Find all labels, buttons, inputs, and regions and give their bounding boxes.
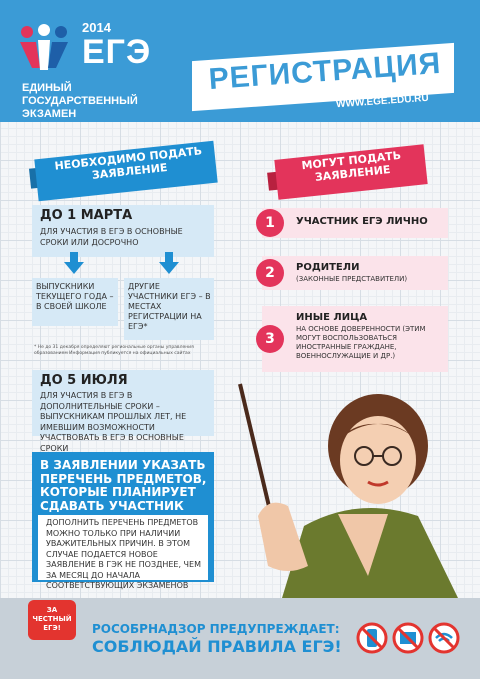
applicant-sub-2: (ЗАКОННЫЕ ПРЕДСТАВИТЕЛИ) [296, 275, 408, 283]
deadline1-title: ДО 1 МАРТА [40, 208, 133, 223]
footer-warning: РОСОБРНАДЗОР ПРЕДУПРЕЖДАЕТ: [92, 622, 340, 636]
logo-title: ЕГЭ [82, 33, 152, 71]
applicant-title-3: ИНЫЕ ЛИЦА [296, 312, 368, 323]
no-wifi-icon [428, 622, 460, 654]
applicant-sub-3: НА ОСНОВЕ ДОВЕРЕННОСТИ (ЭТИМ МОГУТ ВОСПОЛЬЗОВАТЬСЯ ИНОСТРАННЫЕ ГРАЖДАНЕ, ВОЕННОСЛУЖАЩИЕ И ДР.) [296, 325, 426, 360]
item-number-2: 2 [256, 259, 284, 287]
ribbon-right-label: МОГУТ ПОДАТЬ ЗАЯВЛЕНИЕ [300, 148, 402, 184]
arrow-down-icon [159, 262, 179, 274]
deadline1-text: ДЛЯ УЧАСТИЯ В ЕГЭ В ОСНОВНЫЕ СРОКИ ИЛИ ДОСРОЧНО [40, 227, 183, 247]
page-title: РЕГИСТРАЦИЯ [207, 46, 443, 97]
other-participants-text: ДРУГИЕ УЧАСТНИКИ ЕГЭ – В МЕСТАХ РЕГИСТРАЦИИ НА ЕГЭ* [128, 282, 211, 331]
website-link[interactable]: WWW.EGE.EDU.RU [335, 92, 430, 111]
item-number-1: 1 [256, 209, 284, 237]
graduates-text: ВЫПУСКНИКИ ТЕКУЩЕГО ГОДА – В СВОЕЙ ШКОЛЕ [36, 282, 114, 311]
ege-logo-icon [18, 24, 70, 72]
applicant-title-1: УЧАСТНИК ЕГЭ ЛИЧНО [296, 216, 428, 227]
arrow-stem-left [70, 252, 78, 262]
applicant-title-2: РОДИТЕЛИ [296, 262, 360, 273]
subjects-note-title: В ЗАЯВЛЕНИИ УКАЗАТЬ ПЕРЕЧЕНЬ ПРЕДМЕТОВ, КОТОРЫЕ ПЛАНИРУЕТ СДАВАТЬ УЧАСТНИК [40, 458, 207, 513]
honest-exam-badge-label: ЗА ЧЕСТНЫЙ ЕГЭ! [32, 606, 72, 632]
deadline2-title: ДО 5 ИЮЛЯ [40, 373, 128, 388]
arrow-stem-right [165, 252, 173, 262]
footer-rules: СОБЛЮДАЙ ПРАВИЛА ЕГЭ! [92, 637, 342, 656]
teacher-illustration [218, 376, 480, 598]
logo-subtitle: ЕДИНЫЙ ГОСУДАРСТВЕННЫЙ ЭКЗАМЕН [22, 82, 138, 120]
logo-year: 2014 [82, 20, 111, 35]
item-number-3: 3 [256, 325, 284, 353]
no-phone-icon [356, 622, 388, 654]
ribbon-left-label: НЕОБХОДИМО ПОДАТЬ ЗАЯВЛЕНИЕ [53, 144, 203, 182]
arrow-down-icon [64, 262, 84, 274]
deadline2-text: ДЛЯ УЧАСТИЯ В ЕГЭ В ДОПОЛНИТЕЛЬНЫЕ СРОКИ – ВЫПУСКНИКАМ ПРОШЛЫХ ЛЕТ, НЕ ИМЕВШИМ ВОЗМОЖНОСТИ УЧАСТВОВАТЬ В ЕГЭ В ОСНОВНЫЕ СРОКИ [40, 391, 187, 453]
no-notes-icon [392, 622, 424, 654]
footnote: * Не до 31 декабря определяют региональные органы управления образованием Информация публикуется на официальных сайтах [34, 345, 194, 356]
subjects-note-text: ДОПОЛНИТЬ ПЕРЕЧЕНЬ ПРЕДМЕТОВ МОЖНО ТОЛЬКО ПРИ НАЛИЧИИ УВАЖИТЕЛЬНЫХ ПРИЧИН. В ЭТОМ СЛУЧАЕ ПОДАЕТСЯ НОВОЕ ЗАЯВЛЕНИЕ В ГЭК НЕ ПОЗДНЕЕ, ЧЕМ ЗА МЕСЯЦ ДО НАЧАЛА СООТВЕТСТВУЮЩИХ ЭКЗАМЕНОВ [46, 518, 201, 590]
